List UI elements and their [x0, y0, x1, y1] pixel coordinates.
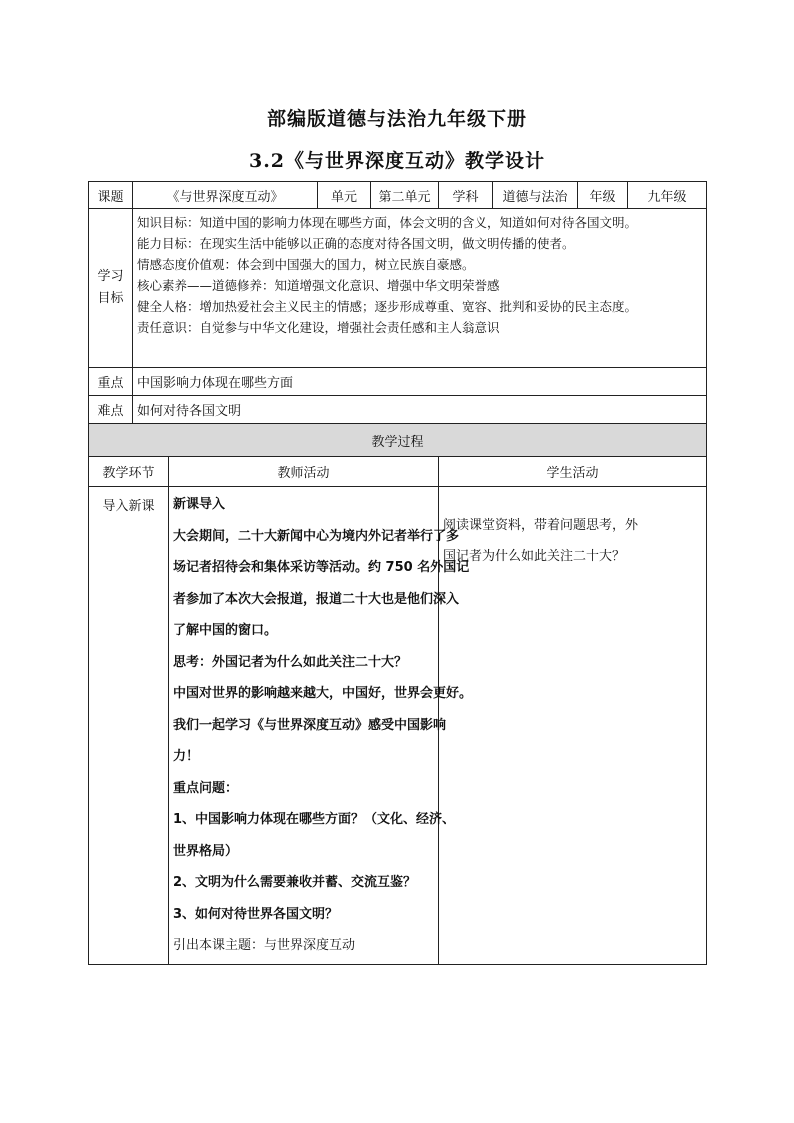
teacher-line: 场记者招待会和集体采访等活动。约 750 名外国记	[173, 560, 470, 575]
student-line: 国记者为什么如此关注二十大？	[443, 549, 626, 564]
teacher-line: 3、如何对待世界各国文明？	[173, 906, 339, 922]
key-point-row	[89, 368, 707, 396]
teacher-line: 新课导入	[173, 497, 226, 512]
objectives-label-line2: 目标	[97, 291, 124, 306]
teacher-line: 1、中国影响力体现在哪些方面？（文化、经济、	[173, 812, 456, 827]
objective-ability: 能力目标：在现实生活中能够以正确的态度对待各国文明，做文明传播的使者。	[137, 236, 575, 251]
teacher-line: 中国对世界的影响越来越大，中国好，世界会更好。	[173, 686, 473, 701]
objective-responsibility: 责任意识：自觉参与中华文化建设，增强社会责任感和主人翁意识	[137, 320, 500, 335]
objectives-row	[89, 209, 707, 368]
lesson-plan-table	[88, 181, 707, 965]
teacher-column-header: 教师活动	[169, 457, 439, 487]
header-row	[89, 182, 707, 209]
difficult-point-row	[89, 396, 707, 424]
objectives-label	[89, 209, 133, 368]
student-column-header: 学生活动	[439, 457, 707, 487]
lesson-title: 3.2《与世界深度互动》教学设计	[248, 150, 546, 172]
objective-personality: 健全人格：增加热爱社会主义民主的情感；逐步形成尊重、宽容、批判和妥协的民主态度。	[137, 299, 638, 314]
grade-label: 年级	[578, 182, 628, 209]
objective-emotion: 情感态度价值观：体会到中国强大的国力，树立民族自豪感。	[137, 257, 475, 272]
teacher-line: 我们一起学习《与世界深度互动》感受中国影响	[173, 717, 447, 733]
teacher-line: 大会期间，二十大新闻中心为境内外记者举行了多	[173, 528, 460, 544]
key-point-label: 重点	[89, 368, 133, 396]
teacher-line: 世界格局）	[173, 843, 239, 859]
objectives-content	[133, 209, 707, 368]
teacher-line: 思考：外国记者为什么如此关注二十大？	[173, 654, 408, 670]
unit-value: 第二单元	[371, 182, 439, 209]
document-title: 部编版道德与法治九年级下册	[266, 108, 527, 130]
subject-label: 学科	[439, 182, 493, 209]
difficult-point-text: 如何对待各国文明	[133, 396, 707, 424]
teacher-line: 了解中国的窗口。	[173, 623, 278, 638]
objective-knowledge: 知识目标：知道中国的影响力体现在哪些方面，体会文明的含义，知道如何对待各国文明。	[137, 215, 638, 230]
difficult-point-label: 难点	[89, 396, 133, 424]
teacher-line: 2、文明为什么需要兼收并蓄、交流互鉴？	[173, 875, 417, 890]
teacher-line: 力！	[173, 749, 200, 764]
stage-name: 导入新课	[89, 487, 169, 965]
student-line: 阅读课堂资料，带着问题思考，外	[443, 518, 639, 533]
topic-label: 课题	[89, 182, 133, 209]
stage-column-header: 教学环节	[89, 457, 169, 487]
process-heading-row	[89, 424, 707, 457]
objectives-label-line1: 学习	[97, 269, 124, 284]
student-activity	[439, 487, 707, 965]
teacher-line: 重点问题：	[173, 780, 239, 796]
key-point-text: 中国影响力体现在哪些方面	[133, 368, 707, 396]
process-heading: 教学过程	[89, 424, 707, 457]
teacher-activity	[169, 487, 473, 965]
grade-value: 九年级	[628, 182, 707, 209]
subject-value: 道德与法治	[493, 182, 578, 209]
process-column-header-row	[89, 457, 707, 487]
intro-stage-row	[89, 487, 707, 965]
topic-value: 《与世界深度互动》	[133, 182, 318, 209]
teacher-line: 者参加了本次大会报道，报道二十大也是他们深入	[173, 591, 460, 607]
objective-core-literacy: 核心素养——道德修养：知道增强文化意识、增强中华文明荣誉感	[137, 278, 500, 293]
unit-label: 单元	[318, 182, 371, 209]
teacher-line: 引出本课主题：与世界深度互动	[173, 938, 356, 953]
